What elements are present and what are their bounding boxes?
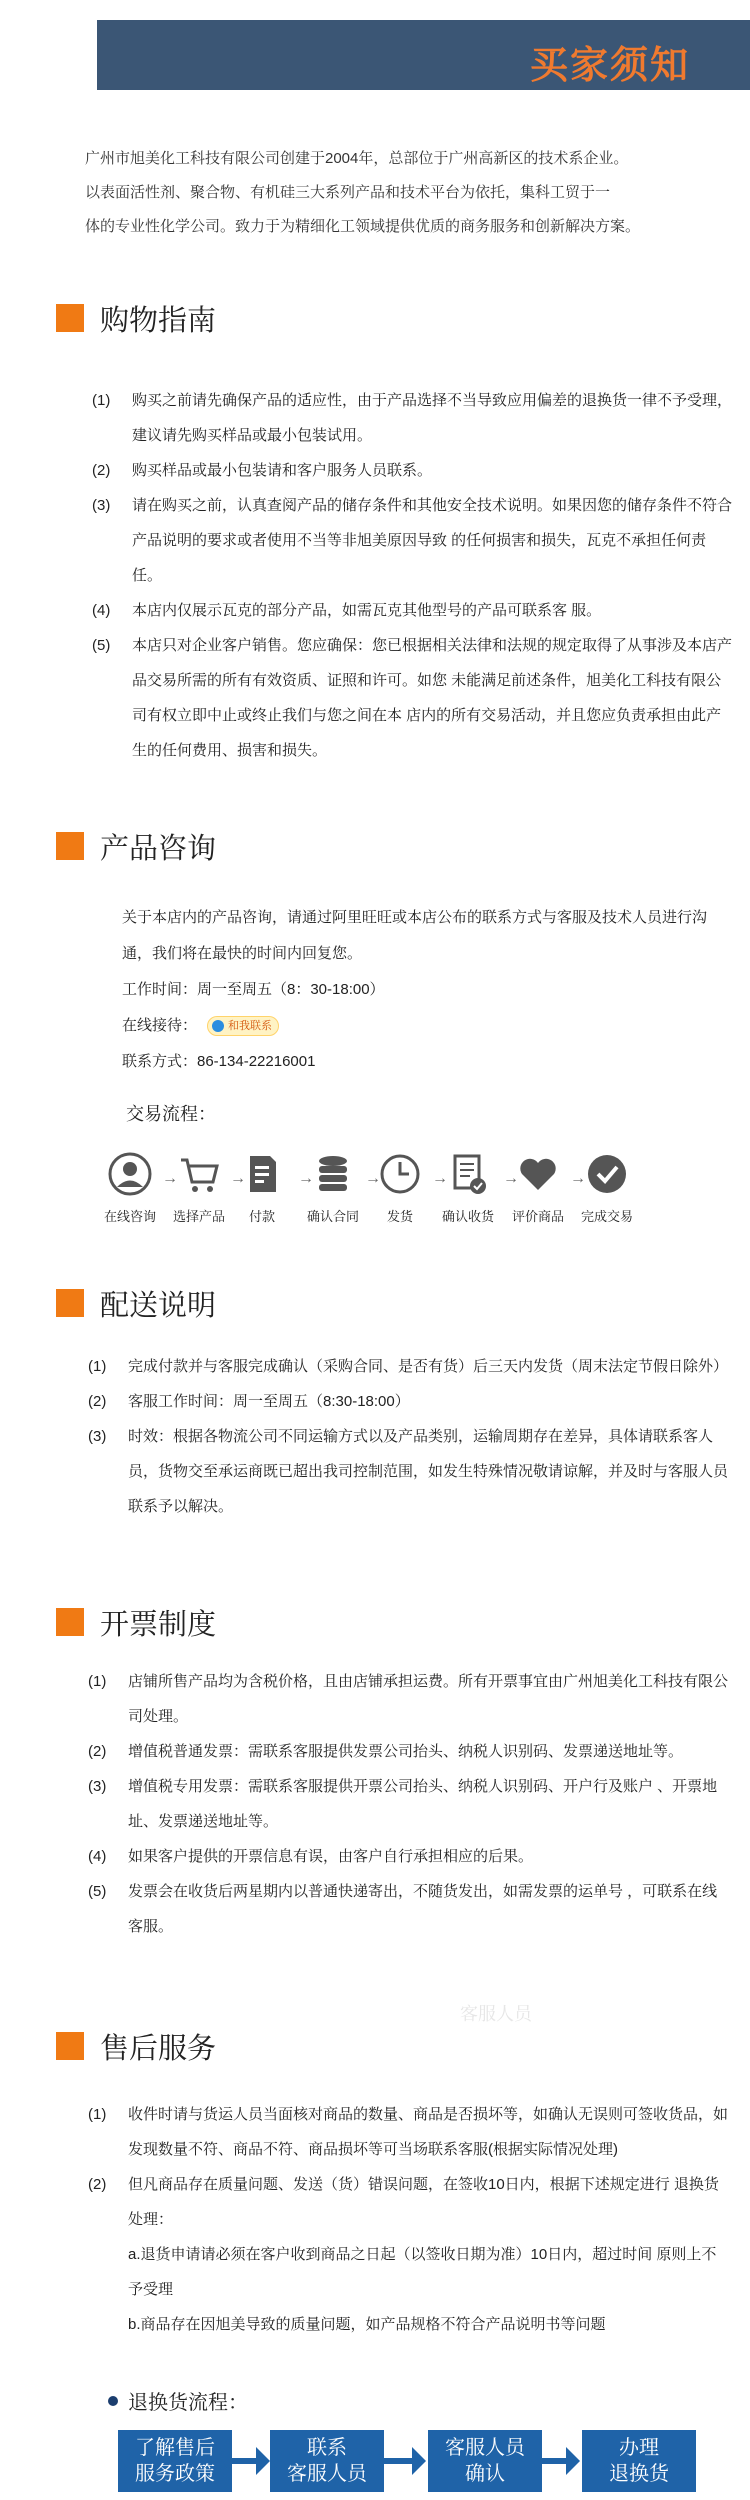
process-step: 客服人员 确认 — [428, 2430, 542, 2492]
company-intro — [85, 142, 725, 244]
list-item: (2) 购买样品或最小包装请和客户服务人员联系。 — [92, 462, 433, 479]
flow-step: 确认收货 — [428, 1152, 508, 1225]
check-circle-icon — [585, 1152, 629, 1196]
aftersale-list — [88, 2097, 728, 2342]
online-service-row — [122, 1008, 727, 1044]
invoice-list — [88, 1664, 728, 1944]
flow-step: 选择产品 — [159, 1152, 239, 1225]
section-invoice-header — [56, 1602, 216, 1642]
section-title: 售后服务 — [100, 2032, 217, 2065]
section-delivery-header — [56, 1283, 216, 1323]
header-banner — [97, 20, 750, 90]
list-item: (1) 购买之前请先确保产品的适应性，由于产品选择不当导致应用偏差的退换货一律不予受理，建议请先购买样品或最小包装试用。 — [92, 392, 733, 444]
arrow-right-icon: → — [365, 1170, 381, 1187]
list-item: (4) 本店内仅展示瓦克的部分产品，如需瓦克其他型号的产品可联系客 服。 — [92, 602, 602, 619]
cart-icon — [177, 1152, 221, 1196]
intro-line: 广州市旭美化工科技有限公司创建于2004年，总部位于广州高新区的技术系企业。 — [85, 150, 629, 167]
section-title: 开票制度 — [100, 1608, 217, 1641]
work-time: 工作时间：周一至周五（8：30-18:00） — [122, 981, 385, 998]
section-marker-icon — [56, 2032, 84, 2060]
section-title: 产品咨询 — [100, 832, 217, 865]
heart-icon — [516, 1152, 560, 1196]
delivery-list — [88, 1349, 728, 1524]
section-marker-icon — [56, 832, 84, 860]
process-connector — [542, 2458, 568, 2464]
process-connector — [384, 2458, 414, 2464]
consult-paragraph: 关于本店内的产品咨询，请通过阿里旺旺或本店公布的联系方式与客服及技术人员进行沟通，我们将在最快的时间内回复您。 — [122, 909, 708, 962]
process-connector — [232, 2458, 258, 2464]
list-item: (5) 发票会在收货后两星期内以普通快递寄出，不随货发出，如需发票的运单号 ，可联系在线客服。 — [88, 1883, 718, 1935]
list-item: (3) 时效：根据各物流公司不同运输方式以及产品类别，运输周期存在差异，具体请联系客人员，货物交至承运商既已超出我司控制范围，如发生特殊情况敬请谅解，并及时与客服人员联系予以解决。 — [88, 1428, 729, 1515]
bullet-icon — [108, 2396, 118, 2406]
payment-doc-icon — [240, 1152, 284, 1196]
receipt-check-icon — [446, 1152, 490, 1196]
chat-contact-button[interactable]: 和我联系 — [207, 1016, 279, 1036]
list-item: (4) 如果客户提供的开票信息有误，由客户自行承担相应的后果。 — [88, 1848, 534, 1865]
sub-item: b.商品存在因旭美导致的质量问题，如产品规格不符合产品说明书等问题 — [128, 2316, 606, 2333]
section-aftersale-header — [56, 2026, 216, 2066]
list-item: (2) 客服工作时间：周一至周五（8:30-18:00） — [88, 1393, 410, 1410]
arrow-right-icon: → — [230, 1170, 246, 1187]
section-consult-header — [56, 826, 216, 866]
arrow-right-icon: → — [432, 1170, 448, 1187]
process-step: 办理 退换货 — [582, 2430, 696, 2492]
section-title: 配送说明 — [100, 1289, 217, 1322]
flow-step: 付款 — [222, 1152, 302, 1225]
list-item: (1) 店铺所售产品均为含税价格，且由店铺承担运费。所有开票事宜由广州旭美化工科技有限公司处理。 — [88, 1673, 729, 1725]
list-item: (1) 收件时请与货运人员当面核对商品的数量、商品是否损坏等，如确认无误则可签收货品，如发现数量不符、商品不符、商品损坏等可当场联系客服(根据实际情况处理) — [88, 2106, 729, 2158]
page-title: 买家须知 — [529, 45, 690, 87]
user-icon — [108, 1152, 152, 1196]
process-step: 联系 客服人员 — [270, 2430, 384, 2492]
online-label: 在线接待： — [122, 1017, 198, 1034]
flow-step: 评价商品 — [498, 1152, 578, 1225]
arrow-right-icon: → — [503, 1170, 519, 1187]
arrow-right-icon — [566, 2447, 580, 2475]
section-shopping-header — [56, 298, 216, 338]
list-item: (3) 增值税专用发票：需联系客服提供开票公司抬头、纳税人识别码、开户行及账户 、开票地址、发票递送地址等。 — [88, 1778, 718, 1830]
flow-step: 在线咨询 — [90, 1152, 170, 1225]
sub-item: a.退货申请请必须在客户收到商品之日起（以签收日期为准）10日内，超过时间 原则上不予受理 — [128, 2246, 717, 2298]
chat-icon — [212, 1020, 224, 1032]
arrow-right-icon — [256, 2447, 270, 2475]
trade-flow — [103, 1152, 670, 1242]
arrow-right-icon: → — [162, 1170, 178, 1187]
database-icon — [311, 1152, 355, 1196]
flow-step: 完成交易 — [567, 1152, 647, 1225]
flow-step: 发货 — [360, 1152, 440, 1225]
list-item: (2) 增值税普通发票：需联系客服提供发票公司抬头、纳税人识别码、发票递送地址等。 — [88, 1743, 684, 1760]
process-step: 了解售后 服务政策 — [118, 2430, 232, 2492]
process-title: 退换货流程： — [108, 2386, 248, 2415]
flow-title: 交易流程： — [126, 1104, 216, 1124]
intro-line: 体的专业性化学公司。致力于为精细化工领域提供优质的商务服务和创新解决方案。 — [85, 218, 641, 235]
section-title: 购物指南 — [100, 304, 217, 337]
section-marker-icon — [56, 304, 84, 332]
arrow-right-icon: → — [570, 1170, 586, 1187]
clock-icon — [378, 1152, 422, 1196]
arrow-right-icon: → — [298, 1170, 314, 1187]
contact-phone: 联系方式：86-134-22216001 — [122, 1053, 316, 1070]
list-item: (3) 请在购买之前，认真查阅产品的储存条件和其他安全技术说明。如果因您的储存条件不符合产品说明的要求或者使用不当等非旭美原因导致 的任何损害和损失，瓦克不承担任何责任。 — [92, 497, 733, 584]
consult-info — [122, 900, 727, 1080]
flow-step: 确认合同 — [293, 1152, 373, 1225]
list-item: (5) 本店只对企业客户销售。您应确保：您已根据相关法律和法规的规定取得了从事涉及本店产品交易所需的所有有效资质、证照和许可。如您 未能满足前述条件，旭美化工科技有限公司有权立即中止或终止我们与您之间在本 店内的所有交易活动，并且您应负责承担由此产生的任何费用、损害和损失。 — [92, 637, 733, 759]
section-marker-icon — [56, 1289, 84, 1317]
section-marker-icon — [56, 1608, 84, 1636]
arrow-right-icon — [412, 2447, 426, 2475]
shopping-list — [92, 383, 732, 768]
list-item: (2) 但凡商品存在质量问题、发送（货）错误问题，在签收10日内，根据下述规定进行 退换货处理： a.退货申请请必须在客户收到商品之日起（以签收日期为准）10日内，超过时间 原则上不予受理 b.商品存在因旭美导致的质量问题，如产品规格不符合产品说明书等问题 — [88, 2167, 728, 2342]
list-item: (1) 完成付款并与客服完成确认（采购合同、是否有货）后三天内发货（周末法定节假日除外） — [88, 1358, 729, 1375]
intro-line: 以表面活性剂、聚合物、有机硅三大系列产品和技术平台为依托，集科工贸于一 — [85, 184, 611, 201]
watermark: 客服人员 — [460, 2004, 532, 2024]
